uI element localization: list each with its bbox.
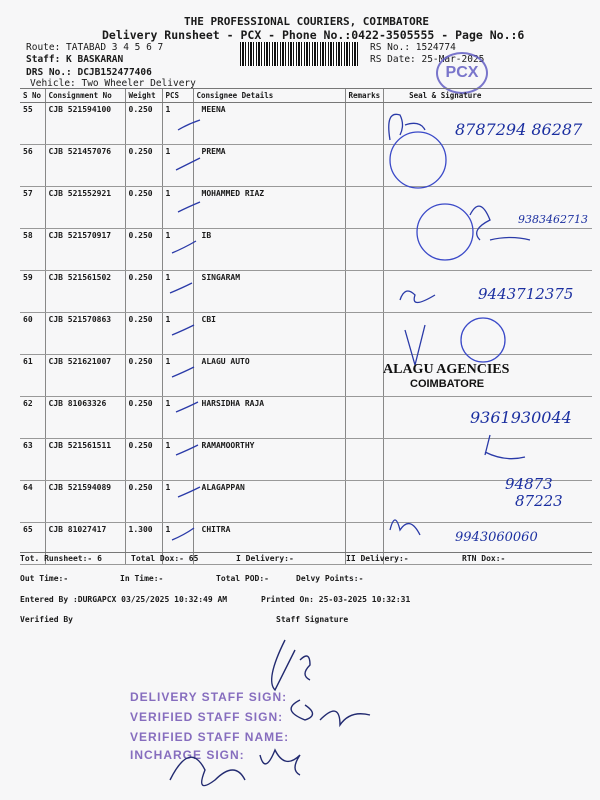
route: Route: TATABAD 3 4 5 6 7 — [26, 42, 164, 53]
consignee-name: SINGARAM — [193, 271, 345, 313]
s-no: 58 — [20, 229, 45, 271]
s-no: 65 — [20, 523, 45, 565]
alagu-agencies-stamp: ALAGU AGENCIES — [383, 362, 510, 377]
vehicle: Vehicle: Two Wheeler Delivery — [30, 78, 196, 89]
pcs: 1 — [162, 397, 193, 439]
s-no: 56 — [20, 145, 45, 187]
total-dox: Total Dox:- 65 — [131, 554, 199, 563]
entered-by: Entered By :DURGAPCX 03/25/2025 10:32:49 AM — [20, 595, 228, 604]
consignment-no: CJB 521594100 — [45, 103, 125, 145]
pcs: 1 — [162, 523, 193, 565]
consignee-name: MOHAMMED RIAZ — [193, 187, 345, 229]
i-delivery: I Delivery:- — [236, 554, 294, 563]
staff: Staff: K BASKARAN — [26, 54, 124, 65]
s-no: 61 — [20, 355, 45, 397]
consignment-no: CJB 521561502 — [45, 271, 125, 313]
consignment-no: CJB 521570917 — [45, 229, 125, 271]
rs-number: RS No.: 1524774 — [370, 42, 456, 53]
consignee-name: HARSIDHA RAJA — [193, 397, 345, 439]
pcs: 1 — [162, 313, 193, 355]
col-weight: Weight — [125, 89, 162, 103]
weight: 0.250 — [125, 271, 162, 313]
s-no: 62 — [20, 397, 45, 439]
alagu-agencies-city: COIMBATORE — [410, 378, 485, 390]
pcs: 1 — [162, 271, 193, 313]
col-remarks: Remarks — [345, 89, 384, 103]
weight: 0.250 — [125, 481, 162, 523]
consignee-name: CBI — [193, 313, 345, 355]
consignee-name: ALAGAPPAN — [193, 481, 345, 523]
verified-by: Verified By — [20, 615, 73, 624]
weight: 0.250 — [125, 103, 162, 145]
weight: 0.250 — [125, 397, 162, 439]
weight: 0.250 — [125, 187, 162, 229]
consignee-name: CHITRA — [193, 523, 345, 565]
ii-delivery: II Delivery:- — [346, 554, 409, 563]
stamp-delivery-staff-sign: DELIVERY STAFF SIGN: — [130, 690, 288, 704]
rs-date: RS Date: 25-Mar-2025 — [370, 54, 485, 65]
s-no: 59 — [20, 271, 45, 313]
s-no: 57 — [20, 187, 45, 229]
weight: 0.250 — [125, 145, 162, 187]
col-sno: S No — [20, 89, 45, 103]
printed-on: Printed On: 25-03-2025 10:32:31 — [261, 595, 411, 604]
weight: 0.250 — [125, 355, 162, 397]
pcs: 1 — [162, 103, 193, 145]
weight: 0.250 — [125, 439, 162, 481]
weight: 1.300 — [125, 523, 162, 565]
in-time: In Time:- — [120, 574, 164, 583]
col-consignee: Consignee Details — [193, 89, 345, 103]
pcs: 1 — [162, 481, 193, 523]
stamp-verified-staff-sign: VERIFIED STAFF SIGN: — [130, 710, 284, 724]
consignment-no: CJB 521570863 — [45, 313, 125, 355]
s-no: 55 — [20, 103, 45, 145]
signature-note-59: 9443712375 — [478, 285, 574, 303]
col-consignment: Consignment No — [45, 89, 125, 103]
pcs: 1 — [162, 187, 193, 229]
s-no: 63 — [20, 439, 45, 481]
pcx-stamp: PCX — [436, 52, 488, 94]
company-name: THE PROFESSIONAL COURIERS, COIMBATORE — [184, 15, 430, 28]
consignment-no: CJB 521457076 — [45, 145, 125, 187]
consignee-name: ALAGU AUTO — [193, 355, 345, 397]
runsheet-title: Delivery Runsheet - PCX - Phone No.:0422-3505555 - Page No.:6 — [102, 28, 525, 42]
col-pcs: PCS — [162, 89, 193, 103]
stamp-incharge-sign: INCHARGE SIGN: — [130, 748, 245, 762]
consignee-name: IB — [193, 229, 345, 271]
s-no: 64 — [20, 481, 45, 523]
pcs: 1 — [162, 439, 193, 481]
signature-note-62: 9361930044 — [470, 408, 572, 427]
signature-note-57: 9383462713 — [518, 213, 588, 226]
consignee-name: RAMAMOORTHY — [193, 439, 345, 481]
consignment-no: CJB 81063326 — [45, 397, 125, 439]
divider — [20, 552, 592, 553]
signature-note-55: 8787294 86287 — [455, 120, 583, 139]
pcs: 1 — [162, 355, 193, 397]
out-time: Out Time:- — [20, 574, 69, 583]
rtn-dox: RTN Dox:- — [462, 554, 506, 563]
stamp-verified-staff-name: VERIFIED STAFF NAME: — [130, 730, 290, 744]
consignee-name: PREMA — [193, 145, 345, 187]
pcs: 1 — [162, 145, 193, 187]
drs-number: DRS No.: DCJB152477406 — [26, 67, 152, 78]
weight: 0.250 — [125, 229, 162, 271]
staff-signature: Staff Signature — [276, 615, 349, 624]
pcs: 1 — [162, 229, 193, 271]
consignee-name: MEENA — [193, 103, 345, 145]
consignment-no: CJB 521594089 — [45, 481, 125, 523]
tot-runsheet: Tot. Runsheet:- 6 — [20, 554, 102, 563]
col-seal: Seal & Signature — [384, 89, 592, 103]
weight: 0.250 — [125, 313, 162, 355]
consignment-no: CJB 521552921 — [45, 187, 125, 229]
signature-note-64b: 87223 — [515, 492, 563, 510]
consignment-no: CJB 81027417 — [45, 523, 125, 565]
staff-signatures — [150, 630, 400, 800]
total-pod: Total POD:- — [216, 574, 269, 583]
s-no: 60 — [20, 313, 45, 355]
consignment-no: CJB 521621007 — [45, 355, 125, 397]
signature-note-64a: 94873 — [505, 475, 553, 493]
signature-note-65: 9943060060 — [455, 530, 538, 545]
consignment-no: CJB 521561511 — [45, 439, 125, 481]
delvy-points: Delvy Points:- — [296, 574, 364, 583]
